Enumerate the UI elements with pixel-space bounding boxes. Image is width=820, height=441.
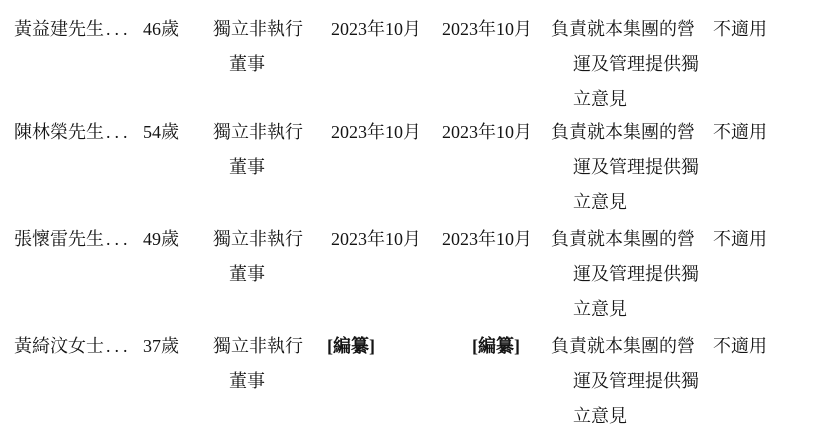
- director-age: 37歲: [143, 336, 179, 356]
- table-row: [0, 329, 820, 435]
- join-date: 2023年10月: [442, 229, 532, 249]
- table-row: [0, 222, 820, 328]
- director-age: 54歲: [143, 122, 179, 142]
- director-name-text: 陳林榮先生: [14, 122, 104, 142]
- leader-dots: ...: [106, 336, 132, 356]
- director-name-text: 張懷雷先生: [14, 229, 104, 249]
- leader-dots: ...: [106, 229, 132, 249]
- duty-description: [551, 329, 699, 434]
- duty-line: 運及管理提供獨: [573, 54, 699, 74]
- director-name: [14, 12, 132, 47]
- position-line: 董事: [229, 54, 265, 74]
- director-name-text: 黃綺汶女士: [14, 336, 104, 356]
- position-line: 獨立非執行: [213, 229, 303, 249]
- duty-description: [551, 115, 699, 220]
- duty-line: 負責就本集團的營: [551, 122, 695, 142]
- duty-line: 立意見: [573, 299, 627, 319]
- appointment-date: 2023年10月: [331, 19, 421, 39]
- duty-line: 立意見: [573, 89, 627, 109]
- remark: 不適用: [713, 122, 767, 142]
- director-name: [14, 329, 132, 364]
- duty-description: [551, 12, 699, 117]
- remark: 不適用: [713, 229, 767, 249]
- join-date: 2023年10月: [442, 19, 532, 39]
- duty-line: 負責就本集團的營: [551, 336, 695, 356]
- duty-line: 運及管理提供獨: [573, 371, 699, 391]
- remark: 不適用: [713, 19, 767, 39]
- duty-line: 負責就本集團的營: [551, 229, 695, 249]
- leader-dots: ...: [106, 122, 132, 142]
- position-line: 董事: [229, 371, 265, 391]
- duty-line: 運及管理提供獨: [573, 264, 699, 284]
- table-row: [0, 12, 820, 118]
- duty-line: 立意見: [573, 192, 627, 212]
- leader-dots: ...: [106, 19, 132, 39]
- position-line: 獨立非執行: [213, 336, 303, 356]
- join-date-redacted: [編纂]: [472, 336, 520, 356]
- director-position: [213, 12, 303, 82]
- position-line: 獨立非執行: [213, 19, 303, 39]
- table-row: [0, 115, 820, 221]
- director-name: [14, 222, 132, 257]
- position-line: 獨立非執行: [213, 122, 303, 142]
- appointment-date-redacted: [編纂]: [327, 336, 375, 356]
- position-line: 董事: [229, 157, 265, 177]
- duty-line: 負責就本集團的營: [551, 19, 695, 39]
- director-position: [213, 329, 303, 399]
- duty-line: 運及管理提供獨: [573, 157, 699, 177]
- director-age: 46歲: [143, 19, 179, 39]
- join-date: 2023年10月: [442, 122, 532, 142]
- director-position: [213, 115, 303, 185]
- director-name: [14, 115, 132, 150]
- duty-description: [551, 222, 699, 327]
- duty-line: 立意見: [573, 406, 627, 426]
- appointment-date: 2023年10月: [331, 229, 421, 249]
- director-name-text: 黃益建先生: [14, 19, 104, 39]
- position-line: 董事: [229, 264, 265, 284]
- remark: 不適用: [713, 336, 767, 356]
- director-position: [213, 222, 303, 292]
- director-age: 49歲: [143, 229, 179, 249]
- appointment-date: 2023年10月: [331, 122, 421, 142]
